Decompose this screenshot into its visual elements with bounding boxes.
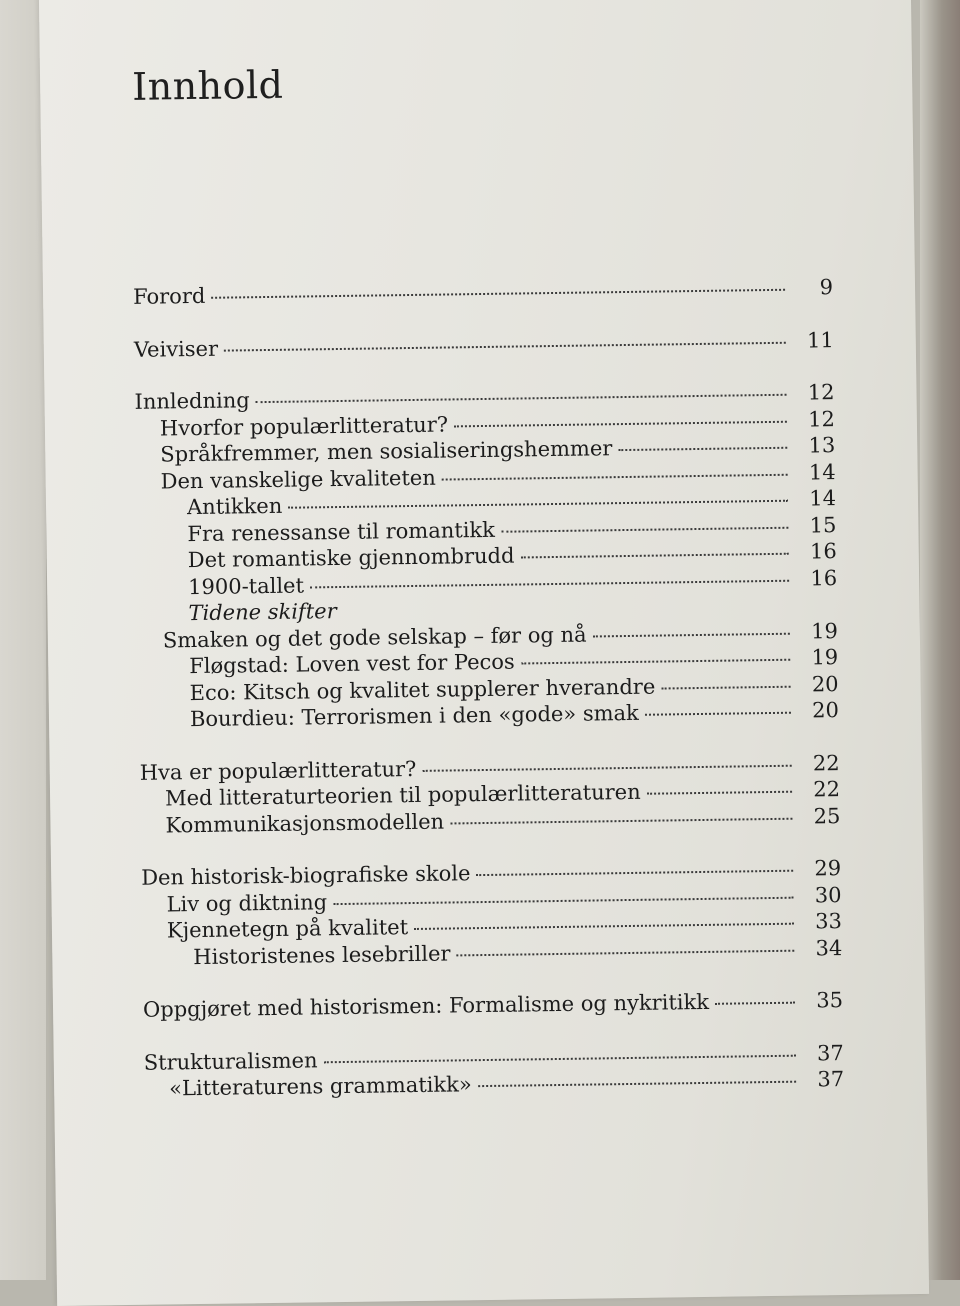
toc-page-number: 11 — [806, 327, 834, 352]
facing-page-edge — [0, 0, 46, 1280]
toc-entry-title: Den historisk-biografiske skole — [141, 861, 471, 890]
toc-entry-title: Den vanskelige kvaliteten — [160, 465, 436, 493]
dot-leader — [520, 553, 788, 559]
toc-entry-title: Det romantiske gjennombrudd — [187, 543, 515, 573]
toc-page-number: 15 — [809, 512, 837, 537]
toc-page-number: 33 — [814, 909, 843, 934]
toc-entry — [134, 328, 834, 364]
dot-leader — [414, 923, 794, 930]
toc-section — [134, 380, 839, 734]
toc-page-number: 14 — [808, 459, 836, 484]
toc-entry-title: Kjennetegn på kvalitet — [166, 915, 409, 943]
dot-leader — [715, 1002, 795, 1005]
dot-leader — [324, 1054, 796, 1063]
dot-leader — [310, 579, 789, 588]
dot-leader — [454, 420, 787, 427]
toc-entry-title: Hva er populærlitteratur? — [139, 756, 417, 785]
toc-entry-title: Veiviser — [133, 336, 219, 362]
toc-section — [143, 988, 843, 1024]
dot-leader — [288, 500, 788, 509]
page-title: Innhold — [131, 62, 284, 109]
dot-leader — [618, 447, 787, 451]
toc-page-number: 12 — [807, 380, 835, 405]
toc-entry-title: Innledning — [134, 388, 250, 414]
toc-page-number: 19 — [810, 618, 839, 643]
toc-section — [133, 275, 833, 311]
toc-entry-title: Språkfremmer, men sosialiseringshemmer — [160, 436, 613, 467]
toc-page-number: 9 — [819, 275, 834, 300]
toc-page-number: 37 — [817, 1067, 845, 1092]
toc-entry-title: Tidene skifter — [188, 599, 337, 626]
toc-page-number: 13 — [808, 433, 836, 458]
toc-page-number: 19 — [811, 645, 839, 670]
dot-leader — [442, 473, 788, 480]
toc-page-number: 20 — [811, 671, 839, 696]
toc-entry-title: Strukturalismen — [143, 1047, 318, 1075]
toc-entry-title: Forord — [132, 283, 206, 309]
toc-entry-title: Bourdieu: Terrorismen i den «gode» smak — [189, 700, 639, 732]
toc-section — [144, 1041, 845, 1104]
toc-page-number: 16 — [809, 539, 837, 564]
toc-page-number: 22 — [812, 750, 840, 775]
toc-entry — [143, 988, 843, 1024]
toc-entry-title: «Litteraturens grammatikk» — [168, 1072, 472, 1101]
toc-entry-title: Fra renessanse til romantikk — [187, 517, 496, 546]
toc-entry-title: Historistenes lesebriller — [193, 940, 451, 969]
book-page — [39, 0, 929, 1306]
toc-page-number: 12 — [807, 406, 836, 431]
toc-entry-title: Eco: Kitsch og kvalitet supplerer hverandre — [189, 674, 656, 705]
dot-leader — [661, 685, 790, 689]
toc-page-number: 30 — [814, 882, 842, 907]
toc-page-number: 25 — [813, 803, 841, 828]
toc-entry-title: Kommunikasjonsmodellen — [165, 809, 445, 837]
dot-leader — [521, 659, 791, 665]
toc-page-number: 20 — [812, 698, 840, 723]
dot-leader — [333, 896, 793, 904]
dot-leader — [501, 526, 788, 532]
dot-leader — [476, 870, 793, 876]
toc-entry-title: Liv og diktning — [166, 889, 328, 916]
toc-page-number: 35 — [816, 988, 844, 1013]
toc-page-number: 29 — [814, 856, 842, 881]
toc-entry-title: Med litteraturteorien til populærlitteraturen — [164, 779, 641, 811]
dot-leader — [478, 1081, 796, 1087]
dot-leader — [211, 289, 785, 299]
dot-leader — [647, 791, 792, 795]
toc-page-number: 14 — [809, 486, 837, 511]
toc-page-number: 37 — [816, 1040, 844, 1065]
table-of-contents — [133, 275, 845, 1129]
toc-entry-title: Antikken — [186, 493, 283, 520]
toc-entry-title: Hvorfor populærlitteratur? — [159, 411, 449, 441]
toc-page-number: 16 — [810, 565, 838, 590]
toc-section — [140, 751, 841, 840]
dot-leader — [450, 817, 792, 824]
toc-section — [141, 856, 842, 972]
toc-entry-title: 1900-tallet — [187, 573, 305, 599]
dot-leader — [645, 712, 791, 716]
dot-leader — [256, 394, 787, 403]
toc-entry-title: Oppgjøret med historismen: Formalisme og nykritikk — [142, 989, 710, 1022]
toc-entry-title: Smaken og det gode selskap – før og nå — [162, 622, 587, 652]
toc-page-number: 34 — [815, 935, 843, 960]
toc-section — [134, 328, 834, 364]
dot-leader — [593, 632, 790, 637]
dot-leader — [456, 949, 794, 956]
dot-leader — [422, 764, 791, 771]
toc-entry-title: Fløgstad: Loven vest for Pecos — [189, 649, 515, 679]
toc-page-number: 22 — [813, 777, 841, 802]
dot-leader — [224, 341, 786, 351]
toc-entry — [133, 275, 833, 311]
